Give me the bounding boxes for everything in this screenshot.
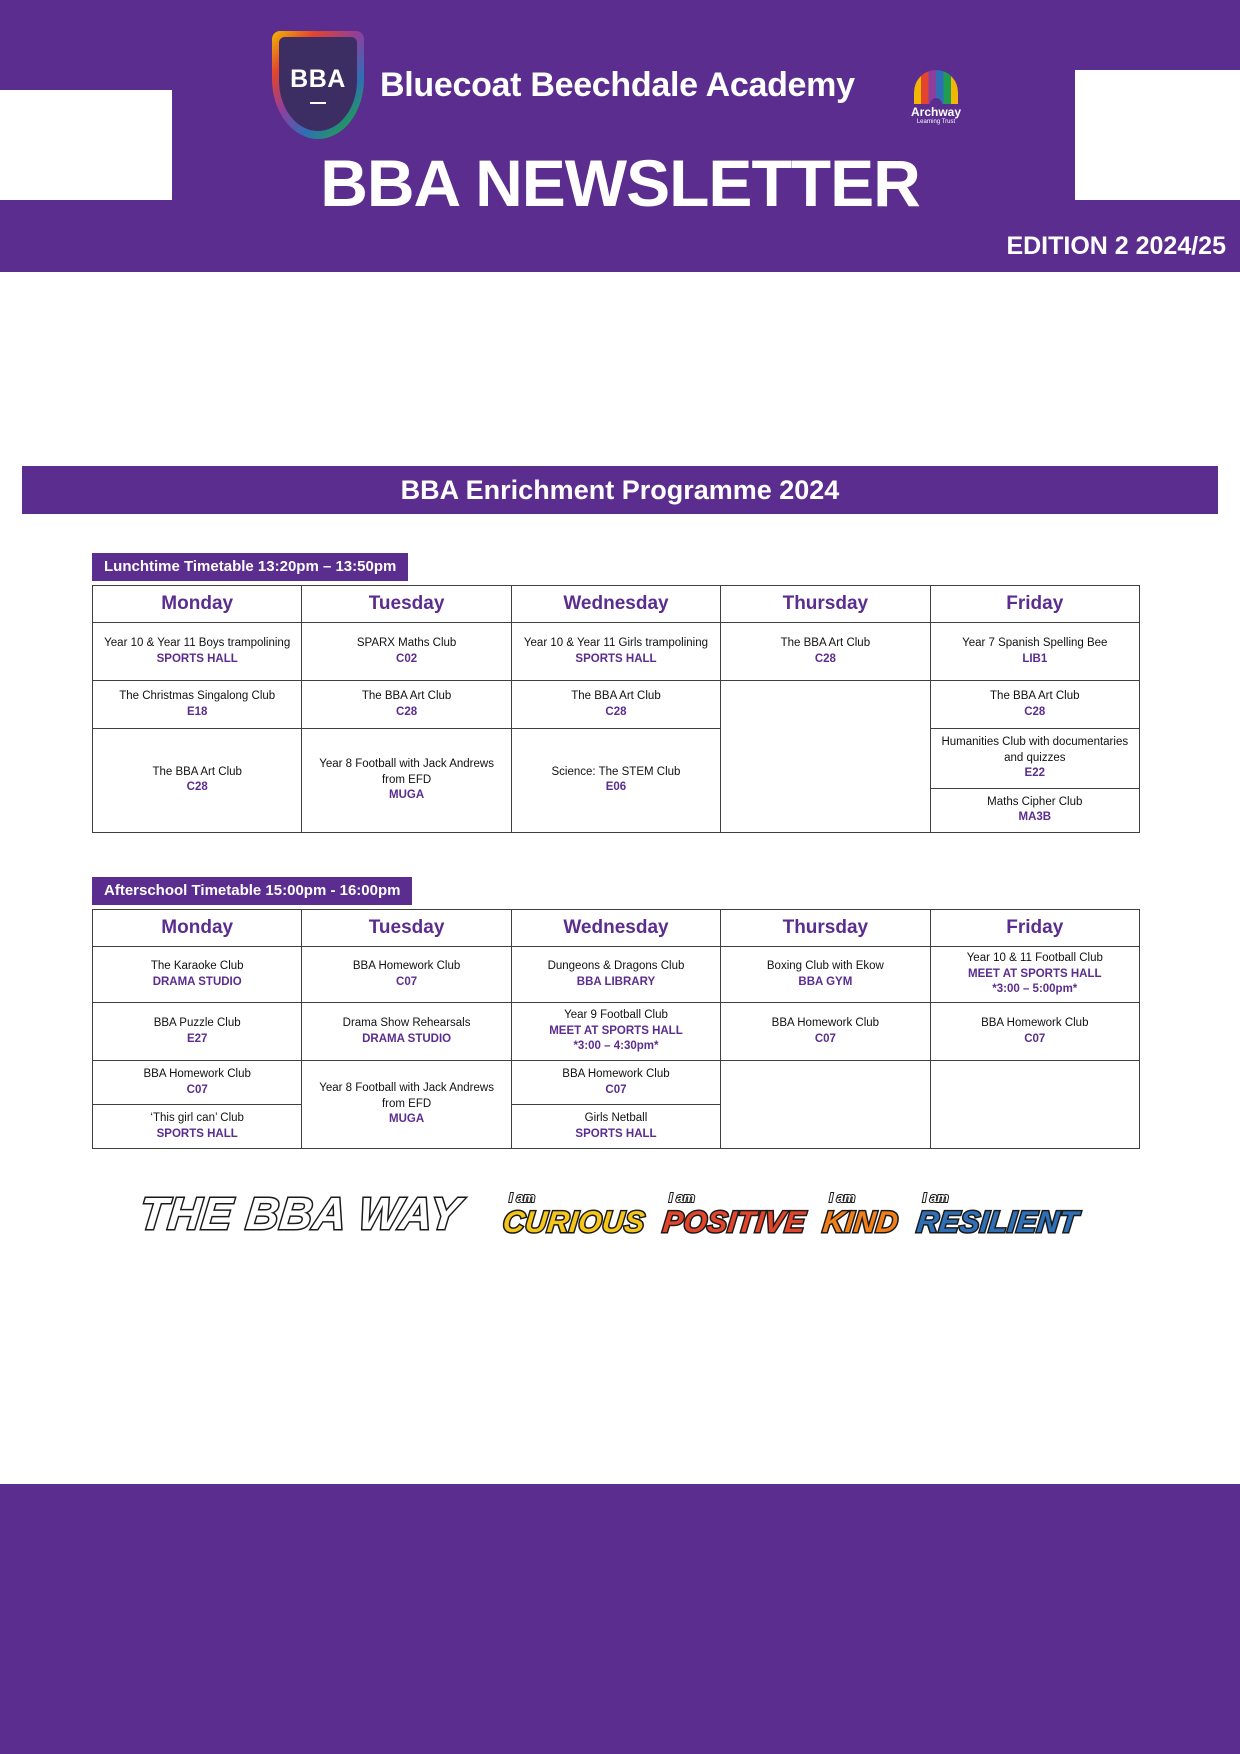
edition-label: EDITION 2 2024/25 [1006,232,1226,260]
club-room: SPORTS HALL [575,1127,657,1140]
club-title: Year 8 Football with Jack Andrews from EFD [319,1082,494,1110]
club-title: BBA Homework Club [143,1068,251,1080]
cell-tue-1 [302,947,511,1003]
lunchtime-timetable-label: Lunchtime Timetable 13:20pm – 13:50pm [92,553,408,581]
club-room: DRAMA STUDIO [152,975,242,988]
club-title: The BBA Art Club [152,765,242,778]
club-title: Girls Netball [584,1112,648,1125]
cell-fri-2 [930,1003,1139,1061]
club-title: Humanities Club with documentaries and quizzes [941,736,1129,764]
cell-tue-3 [302,729,511,833]
cell-mon-2 [93,681,302,729]
club-title: The BBA Art Club [780,636,871,649]
iam-label: I am [829,1190,856,1205]
newsletter-title: BBA NEWSLETTER [320,146,920,220]
value-word: RESILIENT [914,1206,1080,1239]
club-room: LIB1 [1022,652,1048,665]
value-curious [503,1190,645,1240]
bba-way-banner [137,1178,1100,1240]
cell-tue-1 [302,623,511,681]
club-title: BBA Puzzle Club [153,1016,241,1029]
cell-thu-1 [721,947,930,1003]
club-title: Science: The STEM Club [551,765,681,778]
iam-label: I am [509,1190,536,1205]
club-room: C28 [1024,705,1046,718]
column-header-wednesday: Wednesday [511,910,720,947]
cell-thu-1 [721,623,930,681]
crest-label: BBA [290,64,346,93]
column-header-thursday: Thursday [721,586,930,623]
club-title: BBA Homework Club [771,1016,880,1029]
club-title: The BBA Art Club [571,689,661,702]
club-room: E27 [186,1032,208,1045]
section-title: BBA Enrichment Programme 2024 [400,474,840,505]
page-header [0,0,1240,272]
table-row [93,729,1140,833]
club-title: Year 10 & 11 Football Club [966,952,1103,965]
club-room: DRAMA STUDIO [362,1032,452,1045]
lunchtime-timetable [92,585,1140,833]
cell-wed-3-bottom [512,1104,720,1148]
cell-wed-2 [511,1003,720,1061]
club-room: MUGA [389,1113,425,1126]
club-title: SPARX Maths Club [356,636,457,649]
cell-thu-empty [721,681,930,833]
club-title: Year 9 Football Club [564,1009,668,1022]
page-footer [0,1484,1240,1754]
cell-fri-1 [930,623,1139,681]
cell-wed-3 [511,729,720,833]
club-title: Year 10 & Year 11 Boys trampolining [104,636,291,649]
cell-mon-1 [93,623,302,681]
club-note: *3:00 – 5:00pm* [992,983,1078,996]
club-title: BBA Homework Club [981,1016,1089,1029]
cell-fri-3 [930,729,1139,833]
club-title: Year 8 Football with Jack Andrews from EFD [319,758,494,786]
cell-fri-3 [930,1061,1139,1149]
afterschool-timetable-label: Afterschool Timetable 15:00pm - 16:00pm [92,877,412,905]
school-name: Bluecoat Beechdale Academy [380,65,855,104]
table-row [93,1003,1140,1061]
cell-fri-3-top [931,729,1139,788]
club-room: C28 [396,705,418,718]
value-word: CURIOUS [501,1206,647,1239]
column-header-thursday: Thursday [721,910,930,947]
club-room: C07 [814,1032,836,1045]
column-header-monday: Monday [93,586,302,623]
club-room: BBA LIBRARY [576,975,656,988]
club-title: ‘This girl can’ Club [150,1112,244,1125]
value-word: POSITIVE [661,1206,808,1239]
club-title: Dungeons & Dragons Club [547,959,685,972]
club-title: Drama Show Rehearsals [342,1016,471,1029]
club-title: The Karaoke Club [150,959,244,972]
club-room: C02 [396,652,418,665]
club-room: BBA GYM [798,975,853,988]
table-row [93,1061,1140,1149]
cell-fri-3-bottom [931,788,1139,832]
column-header-tuesday: Tuesday [302,586,511,623]
club-note: *3:00 – 4:30pm* [573,1040,659,1053]
bba-way-values [503,1190,1078,1240]
cell-mon-2 [93,1003,302,1061]
cell-thu-2 [721,1003,930,1061]
cell-mon-3 [93,1061,302,1149]
club-room: SPORTS HALL [575,652,657,665]
cell-tue-2 [302,1003,511,1061]
iam-label: I am [668,1190,695,1205]
archway-trust-logo-icon [905,70,967,130]
iam-label: I am [922,1190,949,1205]
club-room: E06 [605,781,627,794]
trust-name: Archway [910,105,962,119]
club-room: MUGA [389,789,425,802]
cell-tue-2 [302,681,511,729]
cell-tue-3 [302,1061,511,1149]
club-room: E22 [1024,767,1046,780]
table-row [93,681,1140,729]
club-room: C07 [396,975,418,988]
club-room: C28 [186,781,208,794]
club-title: Year 7 Spanish Spelling Bee [962,636,1108,649]
club-room: C07 [186,1083,208,1096]
cell-wed-1 [511,947,720,1003]
cell-mon-3-top [93,1061,301,1104]
table-row [93,947,1140,1003]
club-title: The BBA Art Club [990,689,1080,702]
afterschool-timetable [92,909,1140,1149]
value-positive [661,1190,808,1240]
cell-thu-3 [721,1061,930,1149]
club-room: C07 [605,1083,627,1096]
value-word: KIND [821,1206,901,1239]
bba-way-title: THE BBA WAY [137,1188,464,1239]
club-room: MEET AT SPORTS HALL [968,967,1102,980]
table-row [93,623,1140,681]
table-header-row [93,586,1140,623]
value-kind [821,1190,901,1240]
club-title: Year 10 & Year 11 Girls trampolining [523,636,709,649]
cell-wed-2 [511,681,720,729]
club-room: SPORTS HALL [156,1127,238,1140]
club-title: The Christmas Singalong Club [119,689,276,702]
club-room: MEET AT SPORTS HALL [549,1024,683,1037]
club-room: C07 [1024,1032,1046,1045]
column-header-monday: Monday [93,910,302,947]
section-title-bar [22,466,1218,514]
cell-mon-3-bottom [93,1104,301,1148]
column-header-wednesday: Wednesday [511,586,720,623]
club-room: SPORTS HALL [156,652,238,665]
school-crest-icon [272,31,364,139]
club-title: The BBA Art Club [361,689,452,702]
table-header-row [93,910,1140,947]
value-resilient [914,1190,1080,1240]
club-title: BBA Homework Club [562,1068,670,1080]
column-header-friday: Friday [930,586,1139,623]
club-room: E18 [186,705,208,718]
club-title: Maths Cipher Club [987,795,1083,808]
club-room: MA3B [1018,811,1052,824]
brand-row [272,30,855,140]
cell-mon-1 [93,947,302,1003]
club-room: C28 [814,652,836,665]
club-title: Boxing Club with Ekow [766,959,884,972]
cell-wed-3-top [512,1061,720,1104]
column-header-tuesday: Tuesday [302,910,511,947]
cell-fri-2 [930,681,1139,729]
club-room: C28 [605,705,627,718]
column-header-friday: Friday [930,910,1139,947]
cell-wed-3 [511,1061,720,1149]
club-title: BBA Homework Club [352,959,461,972]
trust-subtitle: Learning Trust [916,118,956,125]
cell-mon-3 [93,729,302,833]
cell-wed-1 [511,623,720,681]
cell-fri-1 [930,947,1139,1003]
